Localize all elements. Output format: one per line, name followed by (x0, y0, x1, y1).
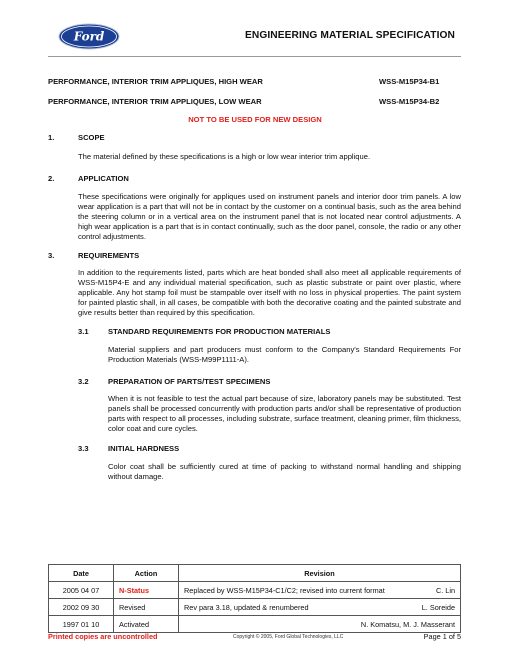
page-footer (48, 632, 461, 644)
header-action: Action (114, 565, 179, 582)
subsection-heading-standard-requirements: STANDARD REQUIREMENTS FOR PRODUCTION MATERIALS (108, 327, 331, 336)
ford-logo (58, 23, 120, 50)
requirements-text: In addition to the requirements listed, parts which are heat bonded shall also meet all applicable requirements of WSS-M15P4-E and any individual material specification, such as plastic substrate or paint over plastic, where applicable. Any hot stamp foil must be stampable over itself with no loss in physical properties. The paint system for painted plastic shall, in all cases, be compatible with both the decorative coating and the painted substrate and give results better than required by this specification. (78, 268, 461, 317)
table-row (49, 616, 461, 633)
revision-action: Activated (114, 616, 179, 633)
spec-title: PERFORMANCE, INTERIOR TRIM APPLIQUES, LOW WEAR (48, 97, 262, 106)
copyright-notice: Copyright © 2005, Ford Global Technologies, LLC (233, 634, 344, 640)
subsection-heading-initial-hardness: INITIAL HARDNESS (108, 444, 180, 453)
revision-date: 2002 09 30 (49, 599, 114, 616)
revision-date: 2005 04 07 (49, 582, 114, 599)
table-row (49, 599, 461, 616)
section-number: 2. (48, 174, 55, 183)
revision-author: C. Lin (435, 585, 455, 595)
revision-date: 1997 01 10 (49, 616, 114, 633)
revision-cell (179, 582, 461, 599)
scope-text: The material defined by these specifications is a high or low wear interior trim applique. (78, 152, 371, 161)
revision-cell (179, 599, 461, 616)
revision-action: N-Status (114, 582, 179, 599)
preparation-text: When it is not feasible to test the actual part because of size, laboratory panels may be substituted. Test panels shall be processed concurrently with production parts and/or shall be representative of production parts with respect to all processes, including substrate, surface treatment, cleaning primer, film thickness, color coat and cure cycles. (108, 394, 461, 433)
document-title: ENGINEERING MATERIAL SPECIFICATION (245, 30, 455, 41)
revision-text: Replaced by WSS-M15P34-C1/C2; revised into current format (184, 585, 385, 595)
revision-action: Revised (114, 599, 179, 616)
initial-hardness-text: Color coat shall be sufficiently cured at time of packing to withstand normal handling and shipping without damage. (108, 462, 461, 481)
header-date: Date (49, 565, 114, 582)
page-number: Page 1 of 5 (423, 632, 461, 641)
status-notice: NOT TO BE USED FOR NEW DESIGN (188, 115, 322, 124)
header-rule (48, 56, 461, 57)
revision-author: N. Komatsu, M. J. Masserant (360, 619, 455, 629)
table-row (49, 582, 461, 599)
spec-code: WSS-M15P34-B2 (379, 97, 440, 106)
section-number: 1. (48, 133, 55, 142)
revision-table-header-row (49, 565, 461, 582)
spec-line-high-wear (48, 77, 461, 86)
spec-line-low-wear (48, 97, 461, 106)
subsection-number: 3.2 (78, 377, 89, 386)
spec-title: PERFORMANCE, INTERIOR TRIM APPLIQUES, HIGH WEAR (48, 77, 263, 86)
application-text: These specifications were originally for appliques used on instrument panels and interior door trim panels. A low wear application is a part that will not be in contact by the customer on a continual basis, such as the area behind the steering column or in a vertical area on the instrument panel that is not located near control adjustments. A high wear application is a part that is in contact continually, such as the door panel, console, the radio or any other control adjustments. (78, 192, 461, 241)
spec-code: WSS-M15P34-B1 (379, 77, 440, 86)
subsection-number: 3.1 (78, 327, 89, 336)
section-heading-scope: SCOPE (78, 133, 105, 142)
section-heading-requirements: REQUIREMENTS (78, 251, 140, 260)
ford-logo-text: Ford (73, 29, 105, 44)
revision-text: Rev para 3.18, updated & renumbered (184, 602, 309, 612)
subsection-number: 3.3 (78, 444, 89, 453)
subsection-heading-preparation: PREPARATION OF PARTS/TEST SPECIMENS (108, 377, 271, 386)
revision-author: L. Soreide (421, 602, 455, 612)
header-revision: Revision (179, 565, 461, 582)
standard-requirements-text: Material suppliers and part producers must conform to the Company's Standard Requirements For Production Materials (WSS-M99P1111-A). (108, 345, 461, 364)
revision-cell (179, 616, 461, 633)
revision-table (48, 564, 461, 633)
section-heading-application: APPLICATION (78, 174, 129, 183)
uncontrolled-copy-notice: Printed copies are uncontrolled (48, 632, 158, 641)
section-number: 3. (48, 251, 55, 260)
